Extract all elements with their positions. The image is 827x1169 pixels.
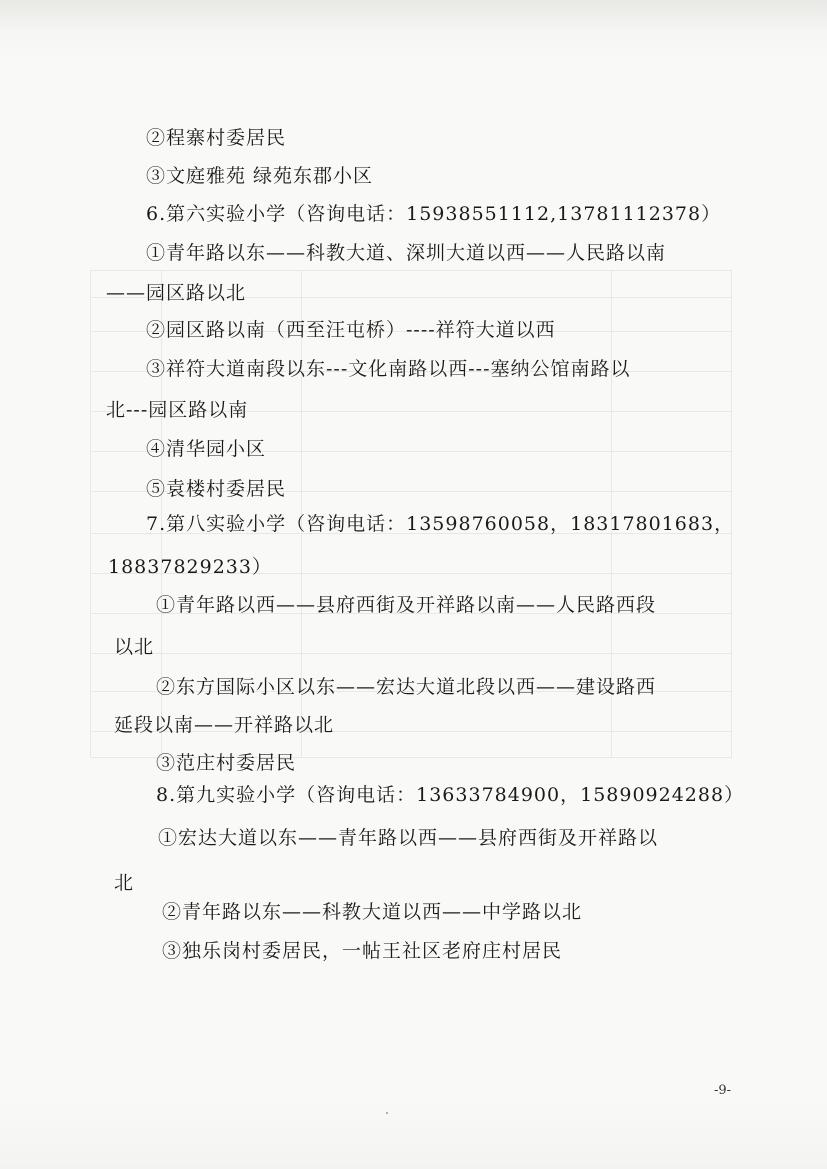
text-line: ③文庭雅苑 绿苑东郡小区: [146, 165, 374, 187]
text-line: ①青年路以东——科教大道、深圳大道以西——人民路以南: [146, 242, 667, 264]
text-line: ①青年路以西——县府西街及开祥路以南——人民路西段: [156, 594, 657, 616]
text-line: 18837829233）: [108, 556, 272, 578]
text-line: ②青年路以东——科教大道以西——中学路以北: [162, 901, 583, 923]
text-line: ②东方国际小区以东——宏达大道北段以西——建设路西: [156, 676, 657, 698]
section-heading: 6.第六实验小学（咨询电话：15938551112,13781112378）: [146, 203, 722, 225]
text-line: ——园区路以北: [106, 282, 247, 304]
text-line: ③独乐岗村委居民，一帖王社区老府庄村居民: [162, 940, 563, 962]
text-line: 北: [114, 872, 135, 894]
text-line: ④清华园小区: [146, 438, 267, 460]
scan-top-shadow: [0, 0, 827, 30]
page-number: -9-: [714, 1083, 732, 1098]
text-line: ②园区路以南（西至汪屯桥）----祥符大道以西: [146, 319, 556, 341]
text-line: ③范庄村委居民: [156, 752, 297, 774]
scan-speck: [386, 1112, 388, 1114]
section-heading: 7.第八实验小学（咨询电话：13598760058，18317801683，: [146, 513, 735, 535]
text-line: ②程寨村委居民: [146, 127, 287, 149]
text-line: 延段以南——开祥路以北: [114, 714, 335, 736]
text-line: ⑤袁楼村委居民: [146, 478, 287, 500]
text-line: 以北: [114, 636, 155, 658]
text-line: ③祥符大道南段以东---文化南路以西---塞纳公馆南路以: [146, 358, 631, 380]
section-heading: 8.第九实验小学（咨询电话：13633784900，15890924288）: [156, 784, 745, 806]
text-line: 北---园区路以南: [106, 399, 249, 421]
text-line: ①宏达大道以东——青年路以西——县府西街及开祥路以: [158, 827, 659, 849]
